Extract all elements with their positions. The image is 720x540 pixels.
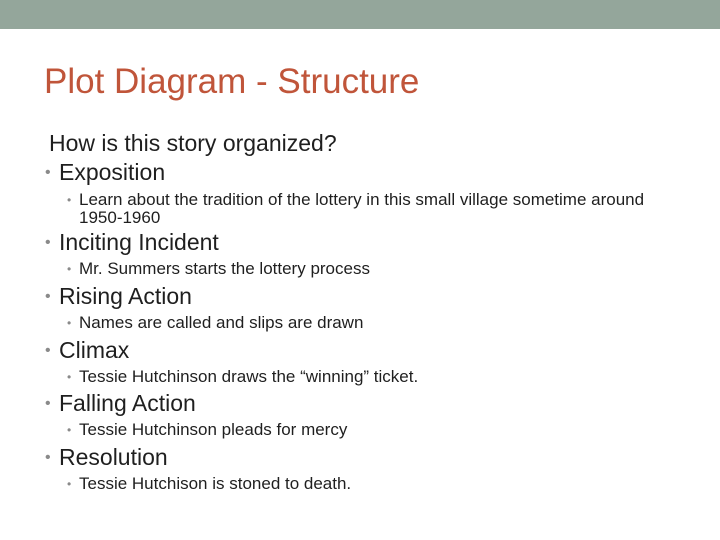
bullet-exposition bbox=[45, 158, 165, 187]
sub-bullet-text: Tessie Hutchison is stoned to death. bbox=[79, 474, 352, 493]
sub-bullet-climax bbox=[67, 368, 669, 386]
sub-bullet-text: Tessie Hutchinson draws the “winning” ticket. bbox=[79, 367, 419, 386]
sub-bullet-rising-action bbox=[67, 314, 669, 332]
sub-bullet-falling-action bbox=[67, 421, 669, 439]
sub-bullet-dot-icon: • bbox=[67, 193, 72, 207]
bullet-heading: Rising Action bbox=[59, 283, 192, 309]
sub-bullet-dot-icon: • bbox=[67, 316, 72, 330]
bullet-heading: Inciting Incident bbox=[59, 229, 219, 255]
bullet-heading: Resolution bbox=[59, 444, 168, 470]
bullet-dot-icon: • bbox=[45, 164, 51, 181]
slide-title: Plot Diagram - Structure bbox=[44, 62, 420, 101]
sub-bullet-text: Tessie Hutchinson pleads for mercy bbox=[79, 420, 348, 439]
sub-bullet-exposition bbox=[67, 191, 669, 227]
bullet-resolution bbox=[45, 443, 168, 472]
intro-line: How is this story organized? bbox=[49, 130, 337, 156]
bullet-heading: Exposition bbox=[59, 159, 166, 185]
bullet-inciting-incident bbox=[45, 228, 219, 257]
bullet-heading: Climax bbox=[59, 337, 130, 363]
sub-bullet-text: Learn about the tradition of the lottery in this small village sometime around 1950-1960 bbox=[79, 190, 645, 227]
sub-bullet-dot-icon: • bbox=[67, 370, 72, 384]
bullet-rising-action bbox=[45, 282, 192, 311]
sub-bullet-dot-icon: • bbox=[67, 262, 72, 276]
bullet-dot-icon: • bbox=[45, 449, 51, 466]
sub-bullet-text: Names are called and slips are drawn bbox=[79, 313, 364, 332]
bullet-dot-icon: • bbox=[45, 395, 51, 412]
sub-bullet-dot-icon: • bbox=[67, 423, 72, 437]
sub-bullet-text: Mr. Summers starts the lottery process bbox=[79, 259, 370, 278]
bullet-dot-icon: • bbox=[45, 342, 51, 359]
bullet-heading: Falling Action bbox=[59, 390, 196, 416]
sub-bullet-inciting-incident bbox=[67, 260, 669, 278]
bullet-falling-action bbox=[45, 389, 196, 418]
bullet-climax bbox=[45, 336, 129, 365]
sub-bullet-resolution bbox=[67, 475, 669, 493]
bullet-dot-icon: • bbox=[45, 288, 51, 305]
bullet-dot-icon: • bbox=[45, 234, 51, 251]
sub-bullet-dot-icon: • bbox=[67, 477, 72, 491]
